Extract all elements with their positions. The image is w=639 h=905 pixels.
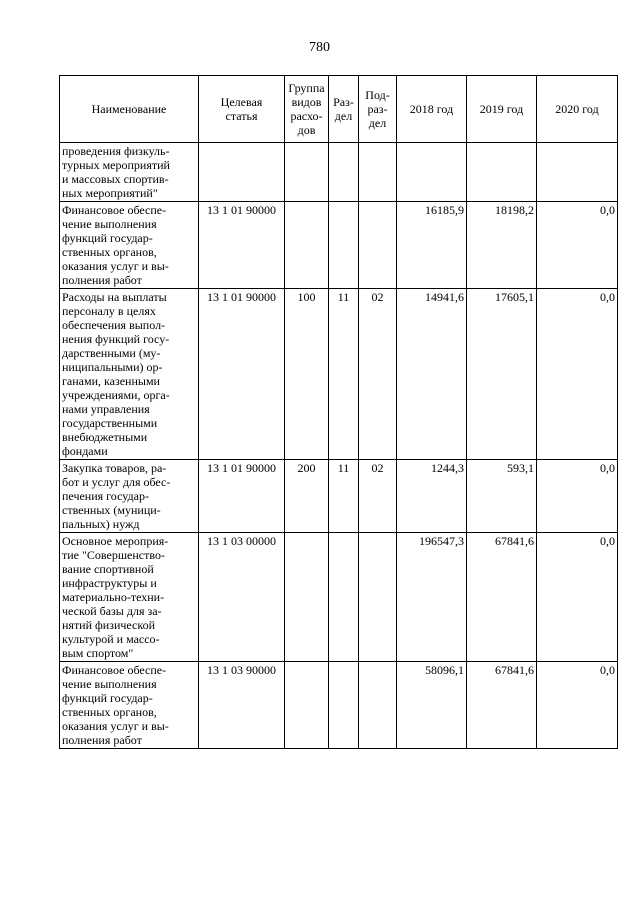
text-line: ственных органов, [62, 245, 157, 259]
table-row [60, 460, 618, 533]
row-article [199, 143, 285, 202]
text-line: Финансовое обеспе- [62, 203, 167, 217]
header-2018 [397, 76, 467, 143]
row-2019: 18198,2 [467, 202, 537, 289]
row-expense-group: 100 [285, 289, 329, 460]
text-line: полнения работ [62, 273, 142, 287]
row-article: 13 1 01 90000 [199, 202, 285, 289]
text-line: ниципальными) ор- [62, 360, 163, 374]
text-line: функций государ- [62, 691, 153, 705]
row-2020: 0,0 [537, 202, 618, 289]
text-line: вым спортом" [62, 646, 134, 660]
text-line: проведения физкуль- [62, 144, 170, 158]
text-line: оказания услуг и вы- [62, 259, 169, 273]
table-body [60, 143, 618, 749]
row-expense-group: 200 [285, 460, 329, 533]
text-line: видов [291, 95, 322, 109]
row-name [60, 202, 199, 289]
text-line: государственными [62, 416, 158, 430]
row-2020: 0,0 [537, 662, 618, 749]
table-row [60, 202, 618, 289]
text-line: расхо- [290, 109, 323, 123]
row-section [329, 533, 359, 662]
header-section [329, 76, 359, 143]
row-name [60, 533, 199, 662]
text-line: печения государ- [62, 489, 149, 503]
row-section [329, 143, 359, 202]
text-line: ческой базы для за- [62, 604, 162, 618]
table-row [60, 143, 618, 202]
text-line: Группа [288, 81, 325, 95]
row-article: 13 1 03 90000 [199, 662, 285, 749]
text-line: вание спортивной [62, 562, 154, 576]
row-section [329, 662, 359, 749]
text-line: статья [225, 109, 258, 123]
row-name [60, 662, 199, 749]
text-line: Основное мероприя- [62, 534, 169, 548]
row-subsection: 02 [359, 289, 397, 460]
text-line: раз- [367, 102, 388, 116]
text-line: материально-техни- [62, 590, 165, 604]
text-line: чение выполнения [62, 217, 157, 231]
row-expense-group [285, 202, 329, 289]
text-line: тие "Совершенство- [62, 548, 165, 562]
row-2020: 0,0 [537, 533, 618, 662]
row-2018: 58096,1 [397, 662, 467, 749]
text-line: Под- [365, 88, 390, 102]
row-2018: 196547,3 [397, 533, 467, 662]
row-subsection [359, 662, 397, 749]
row-2019: 67841,6 [467, 662, 537, 749]
text-line: нятий физической [62, 618, 156, 632]
text-line: пальных) нужд [62, 517, 140, 531]
text-line: учреждениями, орга- [62, 388, 170, 402]
text-line: персоналу в целях [62, 304, 156, 318]
text-line: Раз- [333, 95, 354, 109]
table-row [60, 662, 618, 749]
text-line: Закупка товаров, ра- [62, 461, 167, 475]
row-2018: 1244,3 [397, 460, 467, 533]
row-expense-group [285, 533, 329, 662]
row-subsection [359, 202, 397, 289]
text-line: 2020 год [555, 102, 599, 116]
header-expense-group [285, 76, 329, 143]
text-line: дел [334, 109, 353, 123]
text-line: полнения работ [62, 733, 142, 747]
row-2020 [537, 143, 618, 202]
text-line: функций государ- [62, 231, 153, 245]
text-line: нами управления [62, 402, 150, 416]
table-row [60, 533, 618, 662]
text-line: оказания услуг и вы- [62, 719, 169, 733]
text-line: 2019 год [479, 102, 524, 116]
row-name [60, 289, 199, 460]
page-number: 780 [309, 40, 330, 55]
row-article: 13 1 03 00000 [199, 533, 285, 662]
text-line: дов [297, 123, 316, 137]
row-section [329, 202, 359, 289]
row-section: 11 [329, 289, 359, 460]
text-line: Наименование [91, 102, 167, 116]
text-line: инфраструктуры и [62, 576, 157, 590]
row-2018: 14941,6 [397, 289, 467, 460]
row-2020: 0,0 [537, 460, 618, 533]
header-article [199, 76, 285, 143]
text-line: дарственными (му- [62, 346, 161, 360]
row-subsection: 02 [359, 460, 397, 533]
text-line: обеспечения выпол- [62, 318, 166, 332]
text-line: и массовых спортив- [62, 172, 169, 186]
text-line: турных мероприятий [62, 158, 170, 172]
header-name [60, 76, 199, 143]
header-subsection [359, 76, 397, 143]
text-line: чение выполнения [62, 677, 157, 691]
text-line: ганами, казенными [62, 374, 160, 388]
row-section: 11 [329, 460, 359, 533]
text-line: внебюджетными [62, 430, 148, 444]
row-2019: 17605,1 [467, 289, 537, 460]
row-2020: 0,0 [537, 289, 618, 460]
header-row [60, 76, 618, 143]
text-line: ственных (муници- [62, 503, 161, 517]
row-expense-group [285, 143, 329, 202]
row-article: 13 1 01 90000 [199, 460, 285, 533]
row-2019: 593,1 [467, 460, 537, 533]
text-line: бот и услуг для обес- [62, 475, 171, 489]
row-2018: 16185,9 [397, 202, 467, 289]
text-line: нения функций госу- [62, 332, 170, 346]
row-expense-group [285, 662, 329, 749]
text-line: Финансовое обеспе- [62, 663, 167, 677]
text-line: фондами [62, 444, 108, 458]
text-line: ных мероприятий" [62, 186, 158, 200]
text-line: культурой и массо- [62, 632, 160, 646]
table-row [60, 289, 618, 460]
row-article: 13 1 01 90000 [199, 289, 285, 460]
text-line: ственных органов, [62, 705, 157, 719]
row-2019 [467, 143, 537, 202]
row-name [60, 143, 199, 202]
row-name [60, 460, 199, 533]
text-line: 2018 год [409, 102, 454, 116]
header-2019 [467, 76, 537, 143]
row-subsection [359, 533, 397, 662]
budget-table [59, 75, 618, 749]
row-2019: 67841,6 [467, 533, 537, 662]
row-2018 [397, 143, 467, 202]
row-subsection [359, 143, 397, 202]
text-line: Расходы на выплаты [62, 290, 167, 304]
text-line: Целевая [220, 95, 263, 109]
header-2020 [537, 76, 618, 143]
text-line: дел [368, 116, 387, 130]
